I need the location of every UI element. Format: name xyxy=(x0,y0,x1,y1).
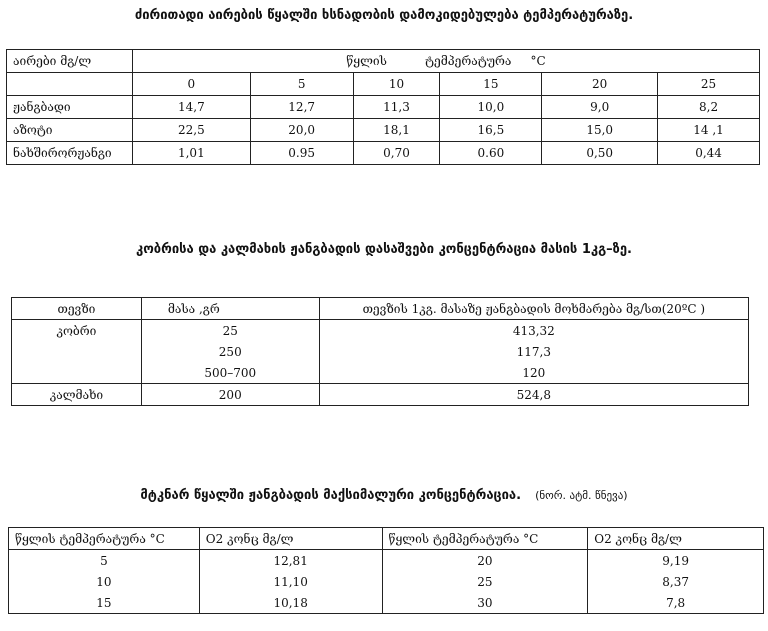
fish-name: კობრი xyxy=(12,320,142,342)
cell-value: 9,0 xyxy=(542,96,658,119)
gas-solubility-table xyxy=(6,49,760,165)
section3-title: მტკნარ წყალში ჟანგბადის მაქსიმალური კონცენტრაცია. xyxy=(140,488,522,503)
temp-header: 25 xyxy=(658,73,760,96)
max-oxygen-table xyxy=(8,527,764,614)
table-row xyxy=(12,384,749,406)
gas-name: აზოტი xyxy=(7,119,133,142)
cell-value: 8,2 xyxy=(658,96,760,119)
table-row xyxy=(12,362,749,384)
cell-value: 18,1 xyxy=(353,119,440,142)
cell-value: 10,18 xyxy=(199,592,382,614)
cell-value: 11,3 xyxy=(353,96,440,119)
mass-value: 500–700 xyxy=(141,362,319,384)
temp-header: 10 xyxy=(353,73,440,96)
table-row xyxy=(9,592,764,614)
cell-value: 14 ,1 xyxy=(658,119,760,142)
temp-header: 0 xyxy=(132,73,250,96)
cell-value: 16,5 xyxy=(440,119,542,142)
cell-value: 20 xyxy=(382,550,588,572)
mass-value: 200 xyxy=(141,384,319,406)
consumption-value: 524,8 xyxy=(319,384,748,406)
table-row xyxy=(9,571,764,592)
cell-value: 15,0 xyxy=(542,119,658,142)
fish-name: კალმახი xyxy=(12,384,142,406)
cell-value: 10 xyxy=(9,571,200,592)
fish-oxygen-table xyxy=(11,297,749,406)
cell-value: 12,81 xyxy=(199,550,382,572)
cell-value: 0,44 xyxy=(658,142,760,165)
table-row xyxy=(9,550,764,572)
header-o2-conc: O2 კონც მგ/ლ xyxy=(199,528,382,550)
cell-value: 0.60 xyxy=(440,142,542,165)
header-o2-conc: O2 კონც მგ/ლ xyxy=(588,528,764,550)
empty-cell xyxy=(12,362,142,384)
header-gases: აირები მგ/ლ xyxy=(7,50,133,73)
cell-value: 9,19 xyxy=(588,550,764,572)
cell-value: 22,5 xyxy=(132,119,250,142)
section1-title: ძირითადი აირების წყალში ხსნადობის დამოკიდებულება ტემპერატურაზე. xyxy=(134,8,634,23)
section3-note: (ნორ. ატმ. წნევა) xyxy=(535,489,628,502)
cell-value: 25 xyxy=(382,571,588,592)
mass-value: 250 xyxy=(141,341,319,362)
section3-title-row xyxy=(0,488,768,503)
table-row xyxy=(12,341,749,362)
cell-value: 10,0 xyxy=(440,96,542,119)
mass-value: 25 xyxy=(141,320,319,342)
table-row xyxy=(7,96,760,119)
header-water-temp: წყლის ტემპერატურა °C xyxy=(9,528,200,550)
gas-name: ჟანგბადი xyxy=(7,96,133,119)
cell-value: 11,10 xyxy=(199,571,382,592)
cell-value: 0,70 xyxy=(353,142,440,165)
header-water-temp: წყლის ტემპერატურა °C xyxy=(382,528,588,550)
table-row xyxy=(12,320,749,342)
cell-value: 30 xyxy=(382,592,588,614)
header-water-temp: წყლის ტემპერატურა °C xyxy=(132,50,759,73)
cell-value: 5 xyxy=(9,550,200,572)
temp-header: 20 xyxy=(542,73,658,96)
cell-value: 8,37 xyxy=(588,571,764,592)
section2-title: კობრისა და კალმახის ჟანგბადის დასაშვები კონცენტრაცია მასის 1კგ–ზე. xyxy=(135,242,632,257)
cell-value: 0,50 xyxy=(542,142,658,165)
consumption-value: 413,32 xyxy=(319,320,748,342)
table-row xyxy=(7,142,760,165)
cell-value: 12,7 xyxy=(250,96,353,119)
header-consumption: თევზის 1კგ. მასაზე ჟანგბადის მოხმარება მგ/სთ(20ºC ) xyxy=(319,298,748,320)
empty-cell xyxy=(7,73,133,96)
empty-cell xyxy=(12,341,142,362)
cell-value: 1,01 xyxy=(132,142,250,165)
cell-value: 7,8 xyxy=(588,592,764,614)
header-mass: მასა ,გრ xyxy=(141,298,319,320)
cell-value: 0.95 xyxy=(250,142,353,165)
consumption-value: 117,3 xyxy=(319,341,748,362)
cell-value: 20,0 xyxy=(250,119,353,142)
cell-value: 14,7 xyxy=(132,96,250,119)
temp-header: 5 xyxy=(250,73,353,96)
temp-header: 15 xyxy=(440,73,542,96)
gas-name: ნახშირორჟანგი xyxy=(7,142,133,165)
header-fish: თევზი xyxy=(12,298,142,320)
cell-value: 15 xyxy=(9,592,200,614)
consumption-value: 120 xyxy=(319,362,748,384)
table-row xyxy=(7,119,760,142)
